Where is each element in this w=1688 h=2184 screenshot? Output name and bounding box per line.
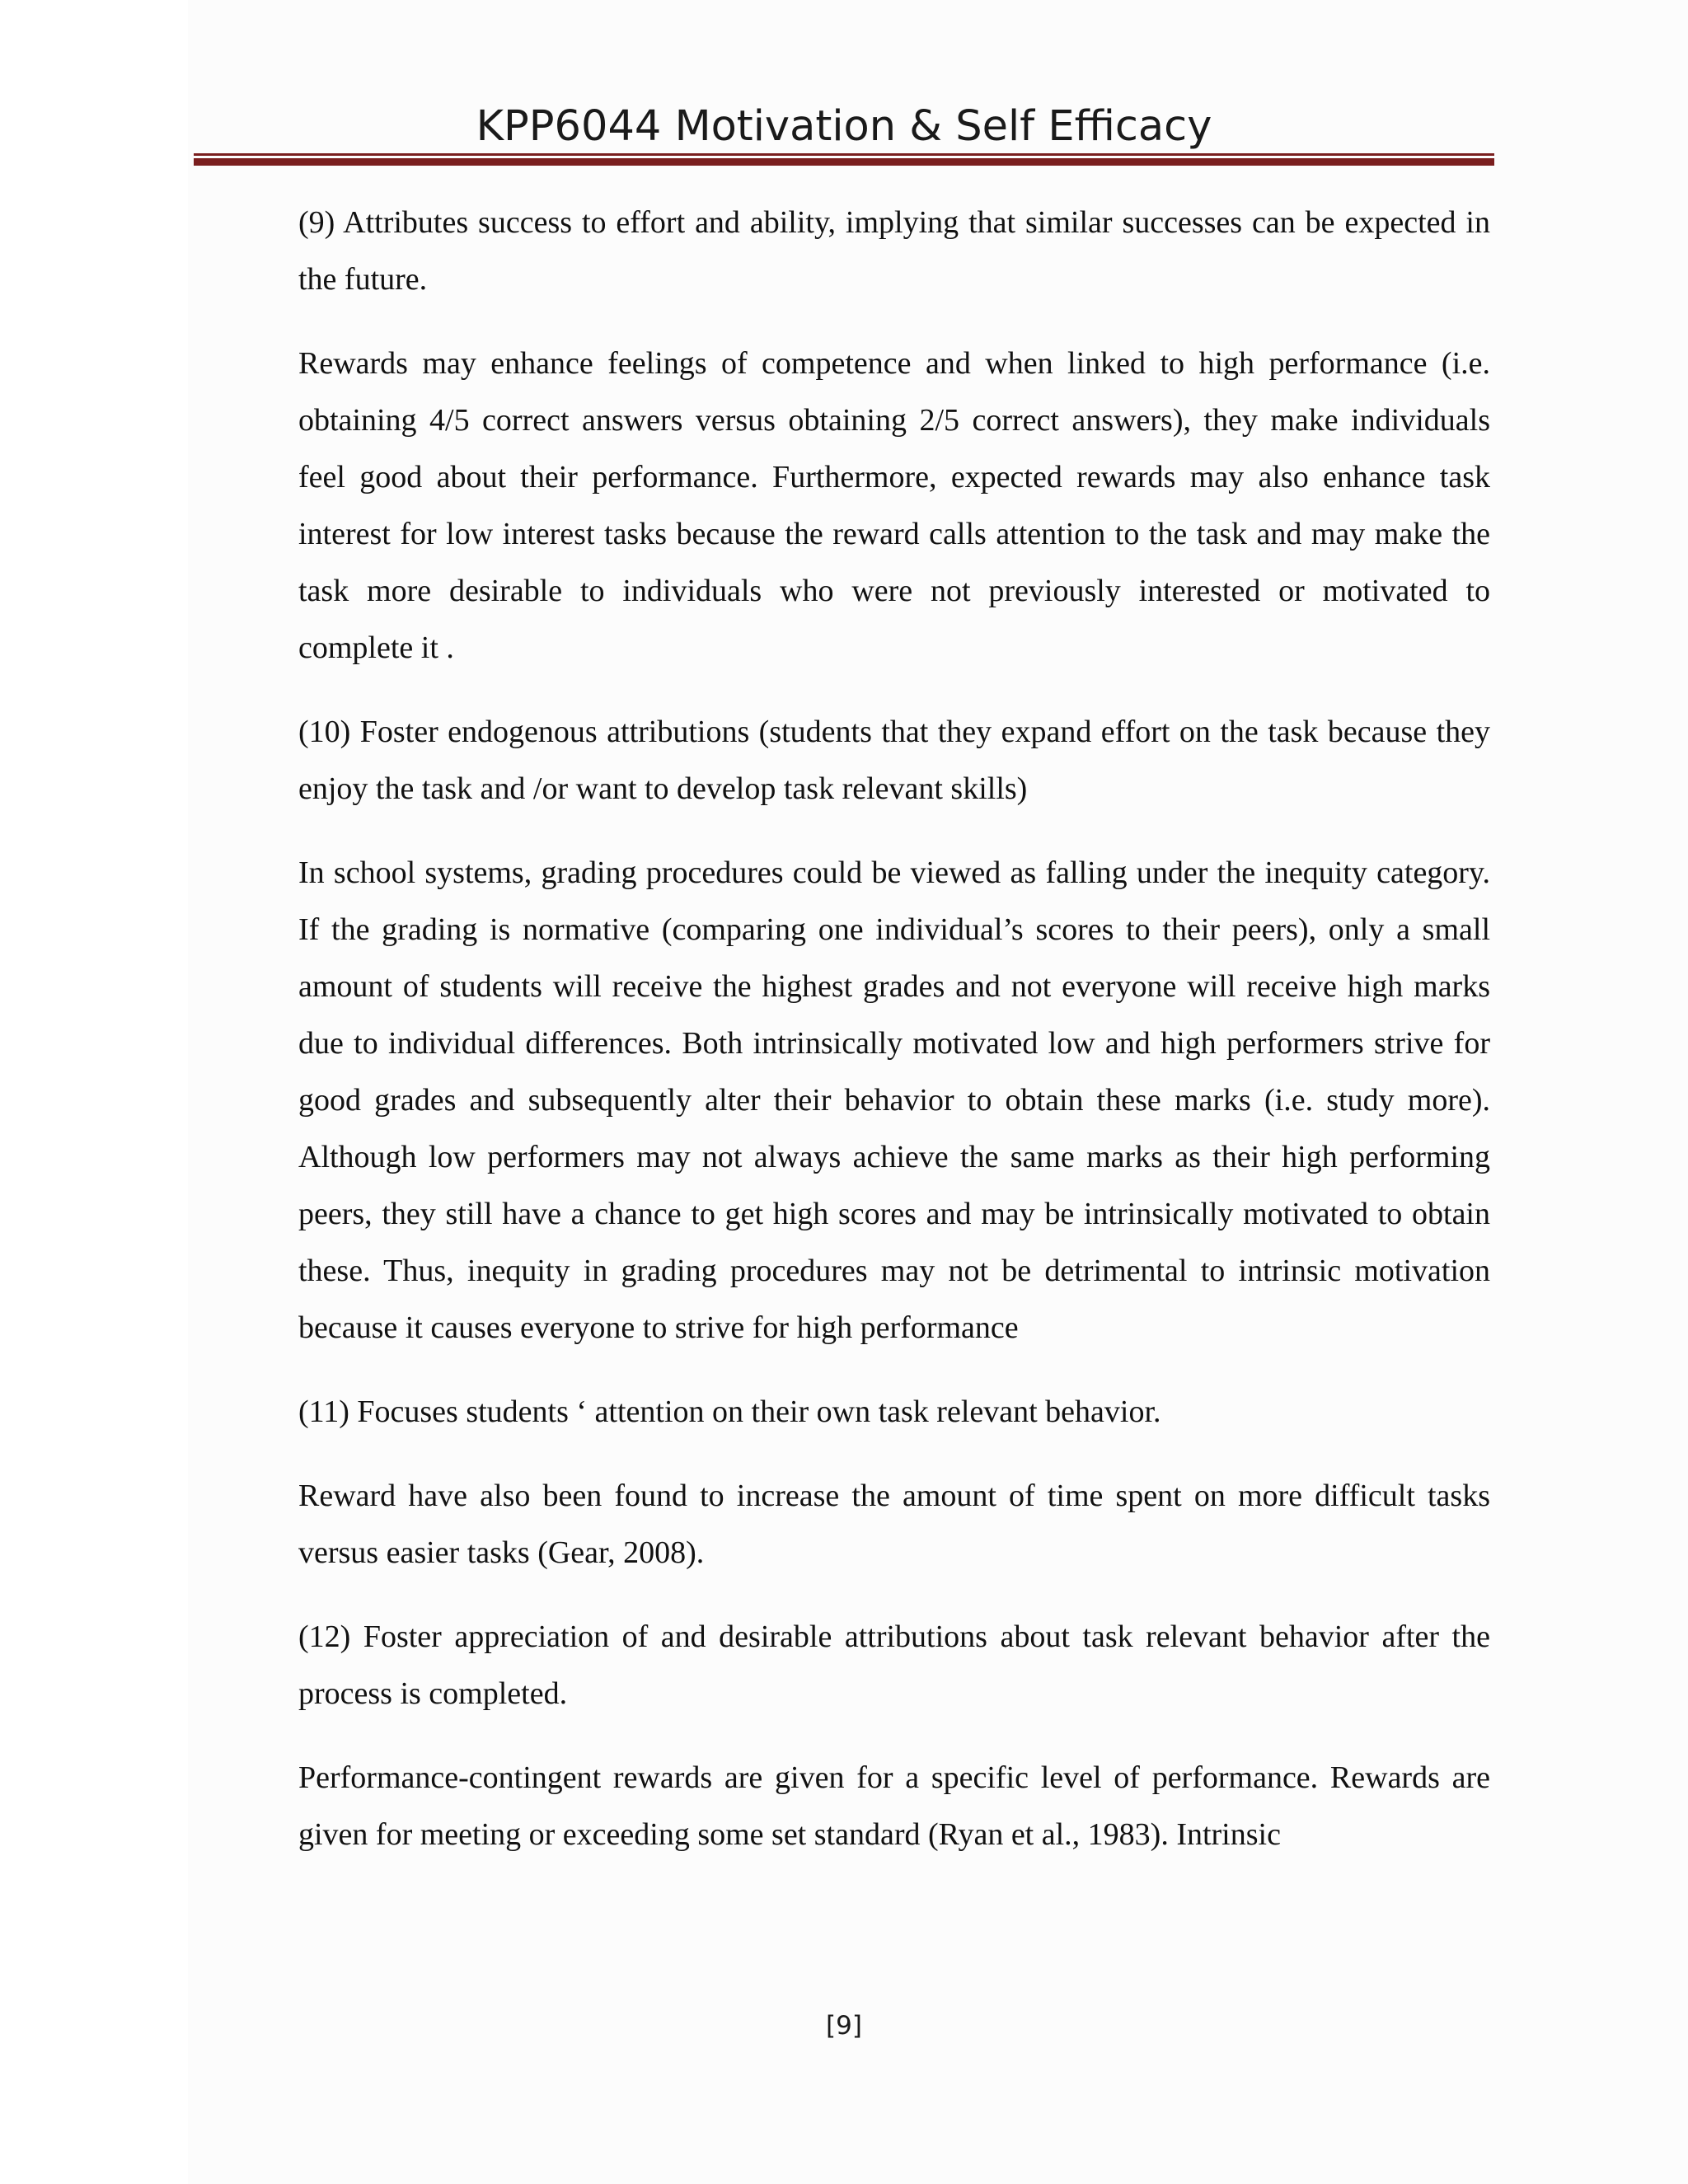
- header-rule-thick: [194, 158, 1494, 166]
- paragraph-performance-contingent: Performance-contingent rewards are given for a specific level of performance. Rewards are given for meeting or exceeding some set standard (Ryan et al., 1983). Intrinsic: [298, 1760, 1490, 1852]
- document-body: [298, 194, 1490, 1891]
- paragraph-item-12: (12) Foster appreciation of and desirable attributions about task relevant behavior after the process is completed.: [298, 1619, 1490, 1711]
- paragraph-item-9: (9) Attributes success to effort and ability, implying that similar successes can be expected in the future.: [298, 205, 1490, 297]
- paragraph-item-10: (10) Foster endogenous attributions (students that they expand effort on the task because they enjoy the task and /or want to develop task relevant skills): [298, 715, 1490, 806]
- page-number: [9]: [826, 2011, 862, 2041]
- paragraph-reward-time-spent: Reward have also been found to increase the amount of time spent on more difficult tasks versus easier tasks (Gear, 2008).: [298, 1479, 1490, 1570]
- paragraph-rewards-competence: Rewards may enhance feelings of competence and when linked to high performance (i.e. obtaining 4/5 correct answers versus obtaining 2/5 correct answers), they make individuals feel good about their performance. Furthermore, expected rewards may also enhance task interest for low interest tasks because the reward calls attention to the task and may make the task more desirable to individuals who were not previously interested or motivated to complete it .: [298, 346, 1490, 665]
- paragraph-item-11: (11) Focuses students ‘ attention on their own task relevant behavior.: [298, 1394, 1161, 1429]
- paragraph-grading-procedures: In school systems, grading procedures could be viewed as falling under the inequity category. If the grading is normative (comparing one individual’s scores to their peers), only a small amount of students will receive the highest grades and not everyone will receive high marks due to individual differences. Both intrinsically motivated low and high performers strive for good grades and subsequently alter their behavior to obtain these marks (i.e. study more). Although low performers may not always achieve the same marks as their high performing peers, they still have a chance to get high scores and may be intrinsically motivated to obtain these. Thus, inequity in grading procedures may not be detrimental to intrinsic motivation because it causes everyone to strive for high performance: [298, 855, 1490, 1345]
- header-rule-thin: [194, 153, 1494, 156]
- page-header-title: KPP6044 Motivation & Self Efficacy: [476, 102, 1212, 151]
